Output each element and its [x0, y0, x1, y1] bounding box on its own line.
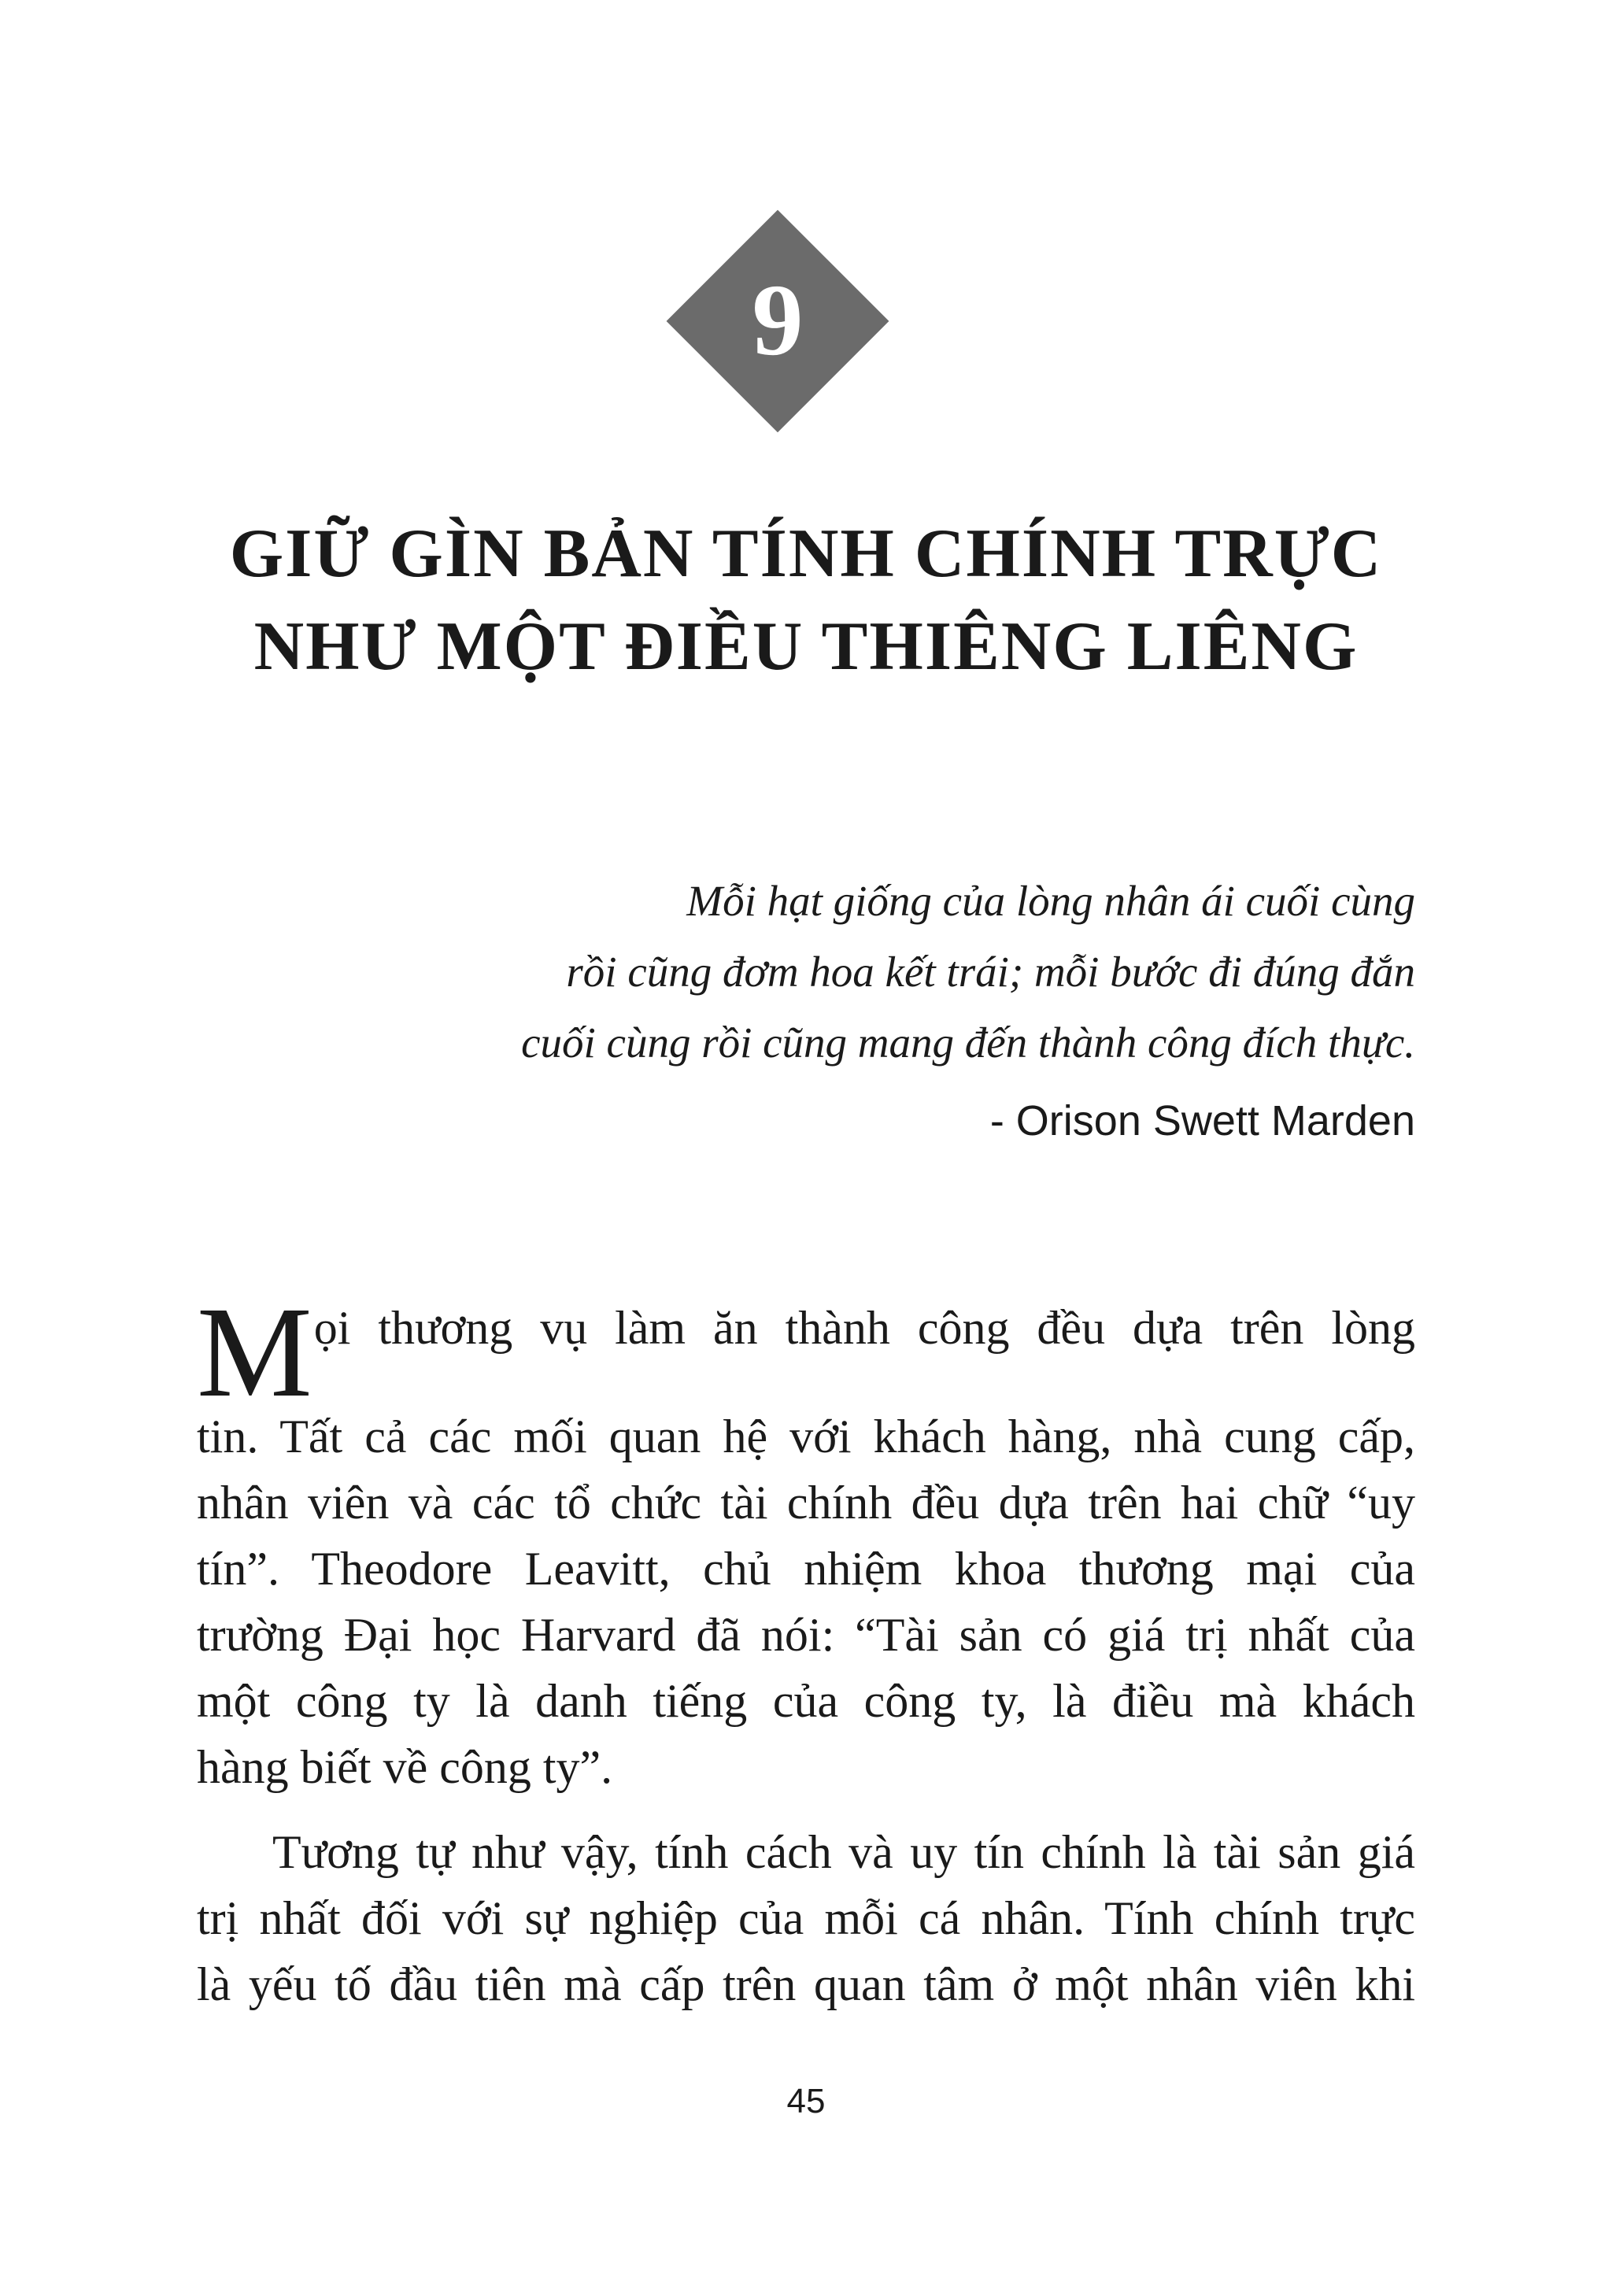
page-number: 45 [786, 2082, 826, 2120]
drop-cap: M [197, 1280, 312, 1424]
body-line: Tương tự như vậy, tính cách và uy tín chính là tài sản giá [272, 1826, 1415, 1878]
body-line: trị nhất đối với sự nghiệp của mỗi cá nhân. Tính chính trực [197, 1892, 1415, 1944]
body-line: hàng biết về công ty”. [197, 1741, 613, 1793]
body-line: nhân viên và các tổ chức tài chính đều dựa trên hai chữ “uy [197, 1477, 1415, 1529]
epigraph-quote [392, 866, 1415, 1078]
epigraph [392, 866, 1415, 1152]
body-line: là yếu tố đầu tiên mà cấp trên quan tâm ở một nhân viên khi [197, 1958, 1415, 2010]
chapter-title-line: GIỮ GÌN BẢN TÍNH CHÍNH TRỰC [229, 516, 1383, 592]
body-line: một công ty là danh tiếng của công ty, là điều mà khách [197, 1675, 1415, 1727]
epigraph-line: Mỗi hạt giống của lòng nhân ái cuối cùng [686, 877, 1415, 925]
paragraph [197, 1280, 1415, 1800]
body-text [197, 1280, 1415, 2017]
epigraph-line: cuối cùng rồi cũng mang đến thành công đích thực. [521, 1019, 1415, 1067]
body-line: tín”. Theodore Leavitt, chủ nhiệm khoa thương mại của [197, 1543, 1415, 1595]
body-line: ọi thương vụ làm ăn thành công đều dựa trên lòng [313, 1302, 1415, 1354]
chapter-number: 9 [752, 264, 804, 377]
epigraph-line: rồi cũng đơm hoa kết trái; mỗi bước đi đúng đắn [566, 948, 1415, 996]
body-line: trường Đại học Harvard đã nói: “Tài sản có giá trị nhất của [197, 1609, 1415, 1661]
epigraph-author: - Orison Swett Marden [989, 1097, 1415, 1144]
paragraph [197, 1819, 1415, 2017]
chapter-title [0, 508, 1612, 693]
body-line: tin. Tất cả các mối quan hệ với khách hàng, nhà cung cấp, [197, 1411, 1415, 1462]
chapter-title-line: NHƯ MỘT ĐIỀU THIÊNG LIÊNG [253, 608, 1359, 685]
